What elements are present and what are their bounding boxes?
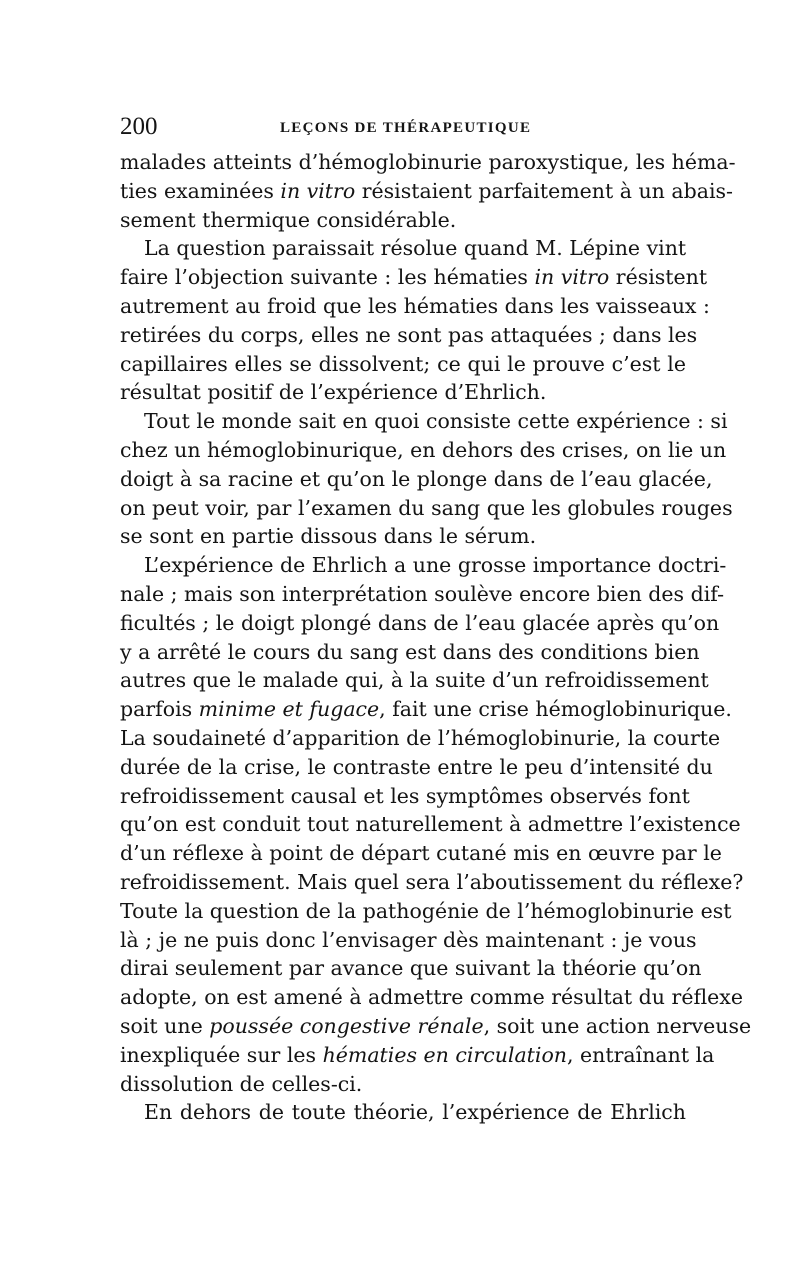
text-line: autrement au froid que les hématies dans les vaisseaux : <box>120 293 710 318</box>
text-line: capillaires elles se dissolvent; ce qui le prouve c’est le <box>120 351 686 376</box>
text-line: Tout le monde sait en quoi consiste cette expérience : si <box>144 409 728 434</box>
text-line: refroidissement. Mais quel sera l’aboutissement du réflexe? <box>120 869 744 894</box>
italic-text: in vitro <box>534 265 610 290</box>
page-number: 200 <box>120 113 158 140</box>
text-line: sement thermique considérable. <box>120 207 457 232</box>
running-title: LEÇONS DE THÉRAPEUTIQUE <box>280 120 532 136</box>
text-line: soit une poussée congestive rénale, soit une action nerveuse <box>120 1013 752 1038</box>
text-line: y a arrêté le cours du sang est dans des conditions bien <box>120 639 700 664</box>
italic-text: poussée congestive rénale <box>209 1013 484 1038</box>
text-line: doigt à sa racine et qu’on le plonge dans de l’eau glacée, <box>120 466 713 491</box>
text-line: se sont en partie dissous dans le sérum. <box>120 524 537 549</box>
text-line: refroidissement causal et les symptômes observés font <box>120 783 690 808</box>
text-line: là ; je ne puis donc l’envisager dès maintenant : je vous <box>120 927 697 952</box>
text-line: ficultés ; le doigt plongé dans de l’eau glacée après qu’on <box>120 610 720 635</box>
text-line: parfois minime et fugace, fait une crise hémoglobinurique. <box>120 697 732 722</box>
text-line: résultat positif de l’expérience d’Ehrlich. <box>120 380 547 405</box>
text-line: nale ; mais son interprétation soulève encore bien des dif- <box>120 581 725 606</box>
text-line: En dehors de toute théorie, l’expérience de Ehrlich <box>144 1100 686 1125</box>
text-line: chez un hémoglobinurique, en dehors des crises, on lie un <box>120 437 727 462</box>
text-line: faire l’objection suivante : les hématies in vitro résistent <box>120 265 708 290</box>
text-line: inexpliquée sur les hématies en circulation, entraînant la <box>120 1042 715 1067</box>
text-line: adopte, on est amené à admettre comme résultat du réflexe <box>120 985 743 1010</box>
page-header <box>120 112 686 142</box>
text-line: malades atteints d’hémoglobinurie paroxystique, les héma- <box>120 150 736 174</box>
text-line: qu’on est conduit tout naturellement à admettre l’existence <box>120 812 741 837</box>
text-line: La question paraissait résolue quand M. Lépine vint <box>144 236 687 261</box>
text-line: retirées du corps, elles ne sont pas attaquées ; dans les <box>120 322 698 347</box>
text-line: durée de la crise, le contraste entre le peu d’intensité du <box>120 754 713 779</box>
text-line: L’expérience de Ehrlich a une grosse importance doctri- <box>144 553 727 578</box>
italic-text: minime et fugace <box>198 697 380 722</box>
body-text <box>120 148 752 1127</box>
text-line: d’un réflexe à point de départ cutané mis en œuvre par le <box>120 841 722 866</box>
text-line: dissolution de celles-ci. <box>120 1071 363 1096</box>
text-line: Toute la question de la pathogénie de l’hémoglobinurie est <box>120 898 732 923</box>
italic-text: hématies en circulation <box>322 1042 568 1067</box>
text-line: La soudaineté d’apparition de l’hémoglobinurie, la courte <box>120 725 721 750</box>
text-line: on peut voir, par l’examen du sang que les globules rouges <box>120 495 733 520</box>
text-line: autres que le malade qui, à la suite d’un refroidissement <box>120 668 709 693</box>
text-line: ties examinées in vitro résistaient parfaitement à un abais- <box>120 178 733 203</box>
text-line: dirai seulement par avance que suivant la théorie qu’on <box>120 956 702 981</box>
italic-text: in vitro <box>280 178 356 203</box>
